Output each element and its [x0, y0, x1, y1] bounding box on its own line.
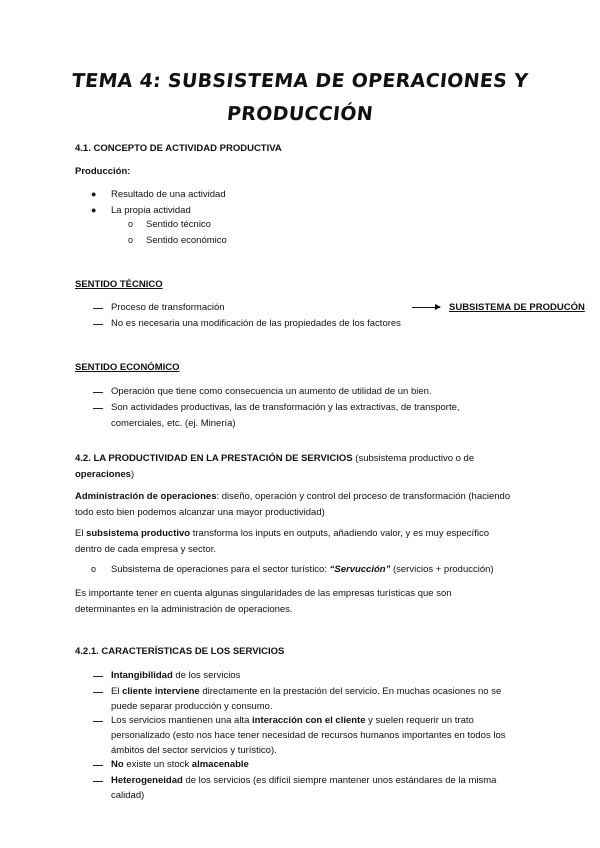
caracteristica-item: No existe un stock almacenable	[111, 759, 249, 770]
economico-item: Operación que tiene como consecuencia un aumento de utilidad de un bien.	[111, 386, 432, 397]
subsistema-paragraph: El subsistema productivo transforma los inputs en outputs, añadiendo valor, y es muy específico	[75, 528, 489, 539]
sentido-economico-heading: SENTIDO ECONÓMICO	[75, 362, 180, 373]
document-title-line1: TEMA 4: SUBSISTEMA DE OPERACIONES Y	[70, 70, 530, 92]
tecnico-item: Proceso de transformación	[111, 302, 225, 313]
sub-bullet-circle: o	[91, 564, 97, 574]
subsistema-produccion-label: SUBSISTEMA DE PRODUCÓN	[449, 302, 585, 313]
arrow-right-icon	[412, 307, 440, 308]
servuccion-item: Subsistema de operaciones para el sector turístico: “Servucción” (servicios + producción)	[111, 564, 494, 575]
dash-bullet	[93, 721, 103, 722]
tecnico-item: No es necesaria una modificación de las propiedades de los factores	[111, 318, 401, 329]
admin-operaciones-paragraph-cont: todo esto bien podemos alcanzar una mayor productividad)	[75, 507, 325, 518]
document-title-line2: PRODUCCIÓN	[225, 103, 375, 125]
importante-paragraph: Es importante tener en cuenta algunas singularidades de las empresas turísticas que son	[75, 588, 452, 599]
caracteristica-item-cont: personalizado (esto nos hace tener necesidad de recursos humanos importantes en todos los	[111, 730, 506, 741]
sub-bullet-item: Sentido económico	[146, 235, 227, 246]
caracteristica-item: El cliente interviene directamente en la prestación del servicio. En muchas ocasiones no se	[111, 686, 502, 697]
produccion-label: Producción:	[75, 166, 131, 177]
dash-bullet	[93, 308, 103, 309]
dash-bullet	[93, 765, 103, 766]
subsistema-paragraph-cont: dentro de cada empresa y sector.	[75, 544, 216, 555]
dash-bullet	[93, 408, 103, 409]
sentido-tecnico-heading: SENTIDO TÉCNICO	[75, 279, 163, 290]
economico-item: Son actividades productivas, las de transformación y las extractivas, de transporte,	[111, 402, 460, 413]
sub-bullet-circle: o	[128, 219, 134, 229]
sub-bullet-item: Sentido técnico	[146, 219, 211, 230]
caracteristica-item: Intangibilidad de los servicios	[111, 670, 241, 681]
sub-bullet-circle: o	[128, 235, 134, 245]
section-4-1-heading: 4.1. CONCEPTO DE ACTIVIDAD PRODUCTIVA	[75, 143, 282, 154]
dash-bullet	[93, 781, 103, 782]
dash-bullet	[93, 692, 103, 693]
bullet-dot: ●	[91, 189, 97, 199]
caracteristica-item-cont: ámbitos del sector servicios y turístico).	[111, 745, 277, 756]
bullet-item: Resultado de una actividad	[111, 189, 226, 200]
bullet-item: La propia actividad	[111, 205, 191, 216]
caracteristica-item-cont: puede separar producción y consumo.	[111, 701, 273, 712]
admin-operaciones-paragraph: Administración de operaciones: diseño, operación y control del proceso de transformación (haciendo	[75, 491, 511, 502]
section-4-2-heading-cont: operaciones)	[75, 469, 135, 480]
section-4-2-heading: 4.2. LA PRODUCTIVIDAD EN LA PRESTACIÓN DE SERVICIOS (subsistema productivo o de	[75, 453, 475, 464]
dash-bullet	[93, 392, 103, 393]
dash-bullet	[93, 676, 103, 677]
caracteristica-item: Los servicios mantienen una alta interacción con el cliente y suelen requerir un trato	[111, 715, 474, 726]
economico-item-cont: comerciales, etc. (ej. Minería)	[111, 418, 236, 429]
importante-paragraph-cont: determinantes en la administración de operaciones.	[75, 604, 293, 615]
section-4-2-1-heading: 4.2.1. CARACTERÍSTICAS DE LOS SERVICIOS	[75, 646, 285, 657]
caracteristica-item: Heterogeneidad de los servicios (es difícil siempre mantener unos estándares de la misma	[111, 775, 497, 786]
caracteristica-item-cont: calidad)	[111, 790, 145, 801]
dash-bullet	[93, 324, 103, 325]
bullet-dot: ●	[91, 205, 97, 215]
